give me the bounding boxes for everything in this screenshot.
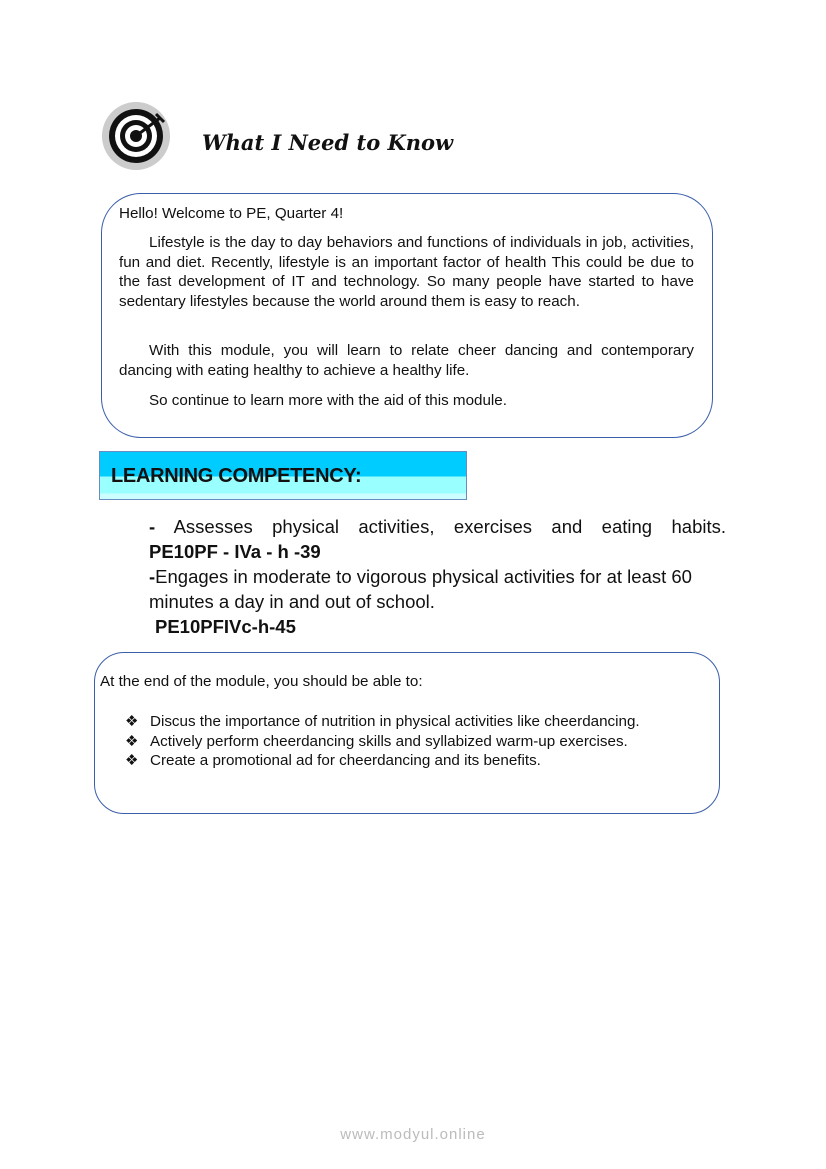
- competency-code: PE10PFIVc-h-45: [155, 616, 296, 637]
- competency-code: PE10PF - IVa - h -39: [149, 541, 321, 562]
- objectives-intro: At the end of the module, you should be able to:: [100, 673, 423, 690]
- competency-heading: LEARNING COMPETENCY:: [111, 465, 362, 487]
- list-item: ❖ Actively perform cheerdancing skills and syllabized warm-up exercises.: [125, 733, 628, 750]
- section-title: What I Need to Know: [202, 130, 454, 155]
- competency-banner: [99, 451, 467, 500]
- intro-paragraph-3: So continue to learn more with the aid of this module.: [149, 392, 507, 409]
- list-item: ❖ Discus the importance of nutrition in physical activities like cheerdancing.: [125, 713, 640, 730]
- competency-item: -Engages in moderate to vigorous physical activities for at least 60 minutes a day in and out of school. PE10PFIVc-h-45: [149, 566, 692, 637]
- target-icon: [102, 102, 170, 170]
- competency-item: - Assesses physical activities, exercises and eating habits. PE10PF - IVa - h -39: [149, 516, 726, 562]
- watermark: www.modyul.online: [340, 1126, 486, 1143]
- list-item: ❖ Create a promotional ad for cheerdancing and its benefits.: [125, 752, 541, 769]
- greeting: Hello! Welcome to PE, Quarter 4!: [119, 205, 344, 222]
- intro-paragraph-1: Lifestyle is the day to day behaviors and functions of individuals in job, activities, fun and diet. Recently, lifestyle is an important factor of health This could be due to the fast development of IT and technology. So many people have started to have sedentary lifestyles because the world around them is easy to reach.: [119, 234, 694, 310]
- intro-paragraph-2: With this module, you will learn to relate cheer dancing and contemporary dancing with eating healthy to achieve a healthy life.: [119, 342, 694, 379]
